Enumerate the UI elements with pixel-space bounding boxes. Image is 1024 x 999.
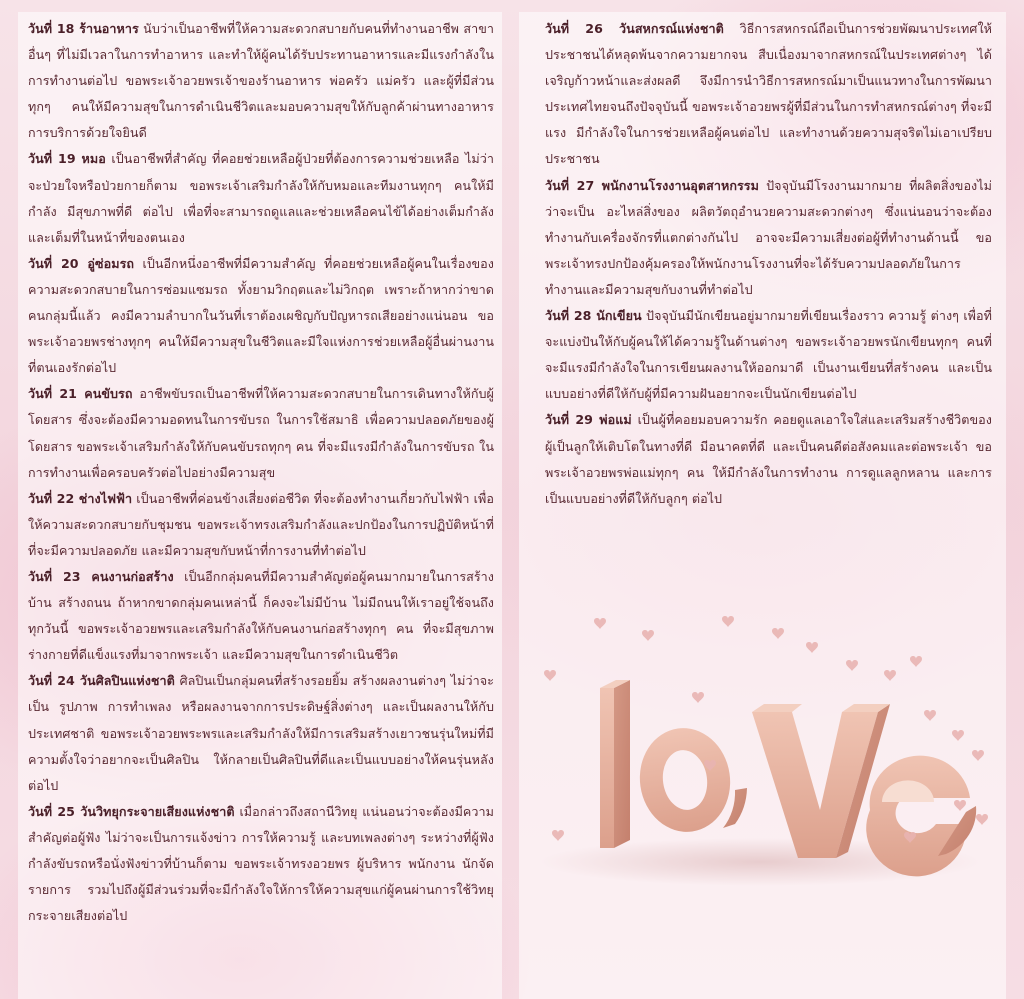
entry-day-18 [28,16,494,146]
entry-text: เป็นผู้ที่คอยมอบความรัก คอยดูแลเอาใจใส่และเสริมสร้างชีวิตของผู้เป็นลูกให้เติบโตในทางที่ดี มีอนาคตที่ดี และเป็นคนดีต่อสังคมและต่อพระเจ้า ขอพระเจ้าอวยพรพ่อแม่ทุกๆ คน ให้มีกำลังในการทำงาน การดูแลลูกหลาน และการเป็นแบบอย่างที่ดีให้กับลูกๆ ต่อไป [545,412,992,506]
entry-text: วิธีการสหกรณ์ถือเป็นการช่วยพัฒนาประเทศให้ประชาชนได้หลุดพ้นจากความยากจน สืบเนื่องมาจากสหกรณ์ในประเทศต่างๆ ได้เจริญก้าวหน้าและส่งผลดี จึงมีการนำวิธีการสหกรณ์มาเป็นแนวทางในการพัฒนาประเทศไทยจนถึงปัจจุบันนี้ ขอพระเจ้าอวยพรผู้ที่มีส่วนในการทำสหกรณ์ต่างๆ ที่จะมีแรง มีกำลังใจในการช่วยเหลือผู้คนต่อไป และทำงานด้วยความสุจริตไม่เอาเปรียบประชาชน [545,21,992,167]
entry-heading: วันที่ 27 พนักงานโรงงานอุตสาหกรรม [545,177,759,193]
entry-heading: วันที่ 22 ช่างไฟฟ้า [28,490,133,506]
entry-text: เป็นอาชีพที่สำคัญ ที่คอยช่วยเหลือผู้ป่วยที่ต้องการความช่วยเหลือ ไม่ว่าจะป่วยใจหรือป่วยกายก็ตาม ขอพระเจ้าเสริมกำลังให้กับหมอและทีมงานทุกๆ คนให้มีกำลัง มีสุขภาพที่ดี ต่อไป เพื่อที่จะสามารถดูแลและช่วยเหลือคนไข้ได้อย่างเต็มกำลัง และเต็มที่ในหน้าที่ของตนเอง [28,151,494,245]
heart-icon [806,642,818,653]
entry-day-29 [545,407,992,511]
entry-text: อาชีพขับรถเป็นอาชีพที่ให้ความสะดวกสบายในการเดินทางให้กับผู้โดยสาร ซึ่งจะต้องมีความอดทนในการขับรถ ในการใช้สมาธิ เพื่อความปลอดภัยของผู้โดยสาร ขอพระเจ้าเสริมกำลังให้กับคนขับรถทุกๆ คน ที่จะมีแรงมีกำลังในการขับรถ ในการทำงานเพื่อครอบครัวต่อไปอย่างมีความสุข [28,386,494,480]
entry-text: เป็นอีกกลุ่มคนที่มีความสำคัญต่อผู้คนมากมายในการสร้างบ้าน สร้างถนน ถ้าหากขาดกลุ่มคนเหล่านี้ ก็คงจะไม่มีบ้าน ไม่มีถนนให้เราอยู่ใช้จนถึงทุกวันนี้ ขอพระเจ้าอวยพรและเสริมกำลังให้กับคนงานก่อสร้างทุกๆ คน ที่จะมีสุขภาพร่างกายที่ดีแข็งแรงที่มาจากพระเจ้า และมีความสุขในการดำเนินชีวิต [28,568,494,663]
entry-heading: วันที่ 25 วันวิทยุกระจายเสียงแห่งชาติ [28,803,235,819]
heart-icon [544,670,556,681]
entry-text: เป็นอีกหนึ่งอาชีพที่มีความสำคัญ ที่คอยช่วยเหลือผู้คนในเรื่องของความสะดวกสบายในการซ่อมแซมรถ ทั้งยามวิกฤตและไม่วิกฤต เพราะถ้าหากว่าขาดคนกลุ่มนี้แล้ว คงมีความลำบากในวันที่เราต้องเผชิญกับปัญหารถเสียอย่างแน่นอน ขอพระเจ้าอวยพรช่างทุกๆ คนให้มีความสุขในชีวิตและมีใจแห่งการช่วยเหลือผู้อื่นผ่านงานที่ตนเองรักต่อไป [28,255,494,376]
entry-heading: วันที่ 29 พ่อแม่ [545,412,632,428]
heart-icon [692,692,704,703]
entry-day-28 [545,303,992,407]
heart-icon [594,618,606,629]
heart-icon [846,660,858,671]
entry-heading: วันที่ 24 วันศิลปินแห่งชาติ [28,673,175,689]
heart-icon [976,814,988,825]
heart-icon [910,656,922,667]
entry-day-19 [28,146,494,250]
entry-heading: วันที่ 19 หมอ [28,151,106,167]
heart-icon [722,616,734,627]
entry-day-27 [545,173,992,303]
entry-heading: วันที่ 21 คนขับรถ [28,386,133,402]
entry-day-25 [28,799,494,929]
heart-icon [772,628,784,639]
heart-icon [954,800,966,811]
entry-text: ศิลปินเป็นกลุ่มคนที่สร้างรอยยิ้ม สร้างผลงานต่างๆ ไม่ว่าจะเป็น รูปภาพ การทำเพลง หรือผลงานจากการประดิษฐ์สิ่งต่างๆ และเป็นผลงานให้กับประเทศชาติ ขอพระเจ้าอวยพระพรและเสริมกำลังให้มีการเสริมสร้างเยาวชนรุ่นใหม่ที่มีความตั้งใจว่าอยากจะเป็นศิลปิน ให้กลายเป็นศิลปินที่ดีและเป็นแบบอย่างให้คนรุ่นหลังต่อไป [28,673,494,793]
entry-day-22 [28,486,494,564]
letter-o [633,722,747,838]
heart-icon [552,830,564,841]
entry-text: ปัจจุบันมีนักเขียนอยู่มากมายที่เขียนเรื่องราว ความรู้ ต่างๆ เพื่อที่จะแบ่งปันให้กับผู้คนให้ได้ความรู้ในด้านต่างๆ ขอพระเจ้าอวยพรนักเขียนทุกๆ คนที่จะมีแรงมีกำลังใจในการเขียนผลงานให้ออกมาดี เป็นงานเขียนที่สร้างคน และเป็นแบบอย่างที่ดีให้กับผู้ที่มีความฝันอยากจะเป็นนักเขียนต่อไป [545,308,992,402]
entry-day-20 [28,251,494,381]
entry-heading: วันที่ 18 ร้านอาหาร [28,21,139,36]
entry-heading: วันที่ 26 วันสหกรณ์แห่งชาติ [545,21,724,36]
entry-heading: วันที่ 20 อู่ซ่อมรถ [28,255,135,271]
entry-day-24 [28,668,494,798]
heart-icon [884,670,896,681]
love-illustration [530,600,1000,900]
heart-icon [952,730,964,741]
entry-text: เป็นอาชีพที่ค่อนข้างเสี่ยงต่อชีวิต ที่จะต้องทำงานเกี่ยวกับไฟฟ้า เพื่อให้ความสะดวกสบายกับชุมชน ขอพระเจ้าทรงเสริมกำลังและปกป้องในการปฏิบัติหน้าที่ ที่จะมีความปลอดภัย และมีความสุขกับหน้าที่การงานที่ทำต่อไป [28,490,494,558]
entry-heading: วันที่ 28 นักเขียน [545,308,642,324]
entry-day-23 [28,564,494,668]
entry-text: นับว่าเป็นอาชีพที่ให้ความสะดวกสบายกับคนที่ทำงานอาชีพ สาขาอื่นๆ ที่ไม่มีเวลาในการทำอาหาร และทำให้ผู้คนได้รับประทานอาหารและมีแรงกำลังในการทำงานต่อไป ขอพระเจ้าอวยพรเจ้าของร้านอาหาร พ่อครัว แม่ครัว และผู้ที่มีส่วนทุกๆ คนให้มีความสุขในการดำเนินชีวิตและมอบความสุขให้กับลูกค้าผ่านทางอาหาร การบริการด้วยใจยินดี [28,21,494,141]
entry-text: เมื่อกล่าวถึงสถานีวิทยุ แน่นอนว่าจะต้องมีความสำคัญต่อผู้ฟัง ไม่ว่าจะเป็นการแจ้งข่าว การให้ความรู้ และบทเพลงต่างๆ ระหว่างที่ผู้ฟังกำลังขับรถหรือนั่งฟังข่าวที่บ้านก็ตาม ขอพระเจ้าทรงอวยพร ผู้บริหาร พนักงาน นักจัดรายการ รวมไปถึงผู้มีส่วนร่วมที่จะมีกำลังใจให้การให้ความสุขแก่ผู้คนผ่านการใช้วิทยุกระจายเสียงต่อไป [28,803,494,924]
entry-heading: วันที่ 23 คนงานก่อสร้าง [28,568,174,584]
heart-icon [642,630,654,641]
letter-l [600,680,630,848]
entry-text: ปัจจุบันมีโรงงานมากมาย ที่ผลิตสิ่งของไม่ว่าจะเป็น อะไหล่สิ่งของ ผลิตวัตถุอำนวยความสะดวกต่างๆ ซึ่งแน่นอนว่าจะต้องทำงานกับเครื่องจักรที่แตกต่างกันไป อาจจะมีความเสี่ยงต่อผู้ที่ทำงานด้านนี้ ขอพระเจ้าทรงปกป้องคุ้มครองให้พนักงานโรงงานที่จะได้รับความปลอดภัยในการทำงานและมีความสุขกับงานที่ทำต่อไป [545,177,992,297]
entry-day-21 [28,381,494,485]
entry-day-26 [545,16,992,173]
heart-icon [924,710,936,721]
heart-icon [972,750,984,761]
left-column [18,12,502,999]
